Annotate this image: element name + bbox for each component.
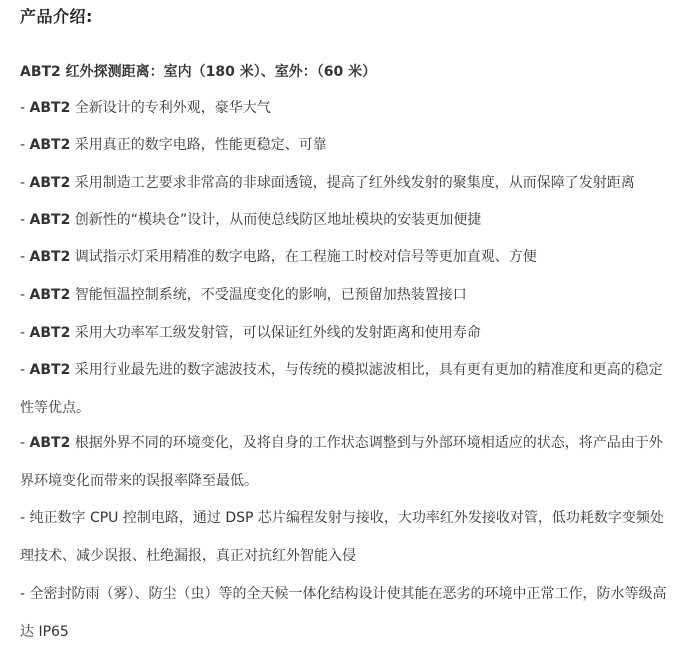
item-text: 根据外界不同的环境变化，及将自身的工作状态调整到与外部环境相适应的状态，将产品由于外界环境变化而带来的误报率降至最低。 [20,435,663,489]
model-code: ABT2 [29,212,71,228]
feature-item [20,500,672,575]
item-prefix: - [20,362,30,378]
model-code: ABT2 [29,175,71,191]
model-code: ABT2 [29,362,71,378]
model-code: ABT2 [29,249,71,265]
item-text: 采用制造工艺要求非常高的非球面透镜，提高了红外线发射的聚集度，从而保障了发射距离 [70,175,635,191]
feature-item [20,90,672,128]
feature-item [20,277,672,315]
model-code: ABT2 [29,287,71,303]
section-title: 产品介绍: [20,7,93,26]
feature-item [20,239,672,277]
item-prefix: - [20,249,30,265]
item-text: 全密封防雨（雾）、防尘（虫）等的全天候一体化结构设计使其能在恶劣的环境中正常工作，防水等级高达 IP65 [20,586,667,640]
item-prefix: - [20,212,30,228]
item-text: 创新性的“模块仓”设计，从而使总线防区地址模块的安装更加便捷 [70,212,482,228]
item-prefix: - [20,325,30,341]
feature-item [20,425,672,500]
item-text: 纯正数字 CPU 控制电路，通过 DSP 芯片编程发射与接收，大功率红外发接收对管，低功耗数字变频处理技术、减少误报、杜绝漏报，真正对抗红外智能入侵 [20,510,664,564]
item-text: 全新设计的专利外观，豪华大气 [70,100,271,116]
model-code: ABT2 [29,137,71,153]
item-text: 采用大功率军工级发射管，可以保证红外线的发射距离和使用寿命 [70,325,481,341]
item-prefix: - [20,435,30,451]
item-prefix: - [20,510,30,526]
model-code: ABT2 [29,325,71,341]
item-prefix: - [20,137,30,153]
item-text: 智能恒温控制系统，不受温度变化的影响，已预留加热装置接口 [70,287,467,303]
item-prefix: - [20,175,30,191]
item-prefix: - [20,287,30,303]
feature-item [20,202,672,240]
feature-item [20,127,672,165]
feature-item [20,165,672,203]
detection-distance-line: ABT2 红外探测距离：室内（180 米）、室外：（60 米） [20,64,377,80]
item-text: 采用真正的数字电路，性能更稳定、可靠 [70,137,327,153]
item-text: 调试指示灯采用精准的数字电路，在工程施工时校对信号等更加直观、方便 [70,249,537,265]
item-text: 采用行业最先进的数字滤波技术，与传统的模拟滤波相比，具有更有更加的精准度和更高的稳定性等优点。 [20,362,663,416]
model-code: ABT2 [29,100,71,116]
item-prefix: - [20,586,30,602]
feature-item [20,576,672,651]
feature-item [20,352,672,427]
model-code: ABT2 [29,435,71,451]
item-prefix: - [20,100,30,116]
feature-item [20,315,672,353]
